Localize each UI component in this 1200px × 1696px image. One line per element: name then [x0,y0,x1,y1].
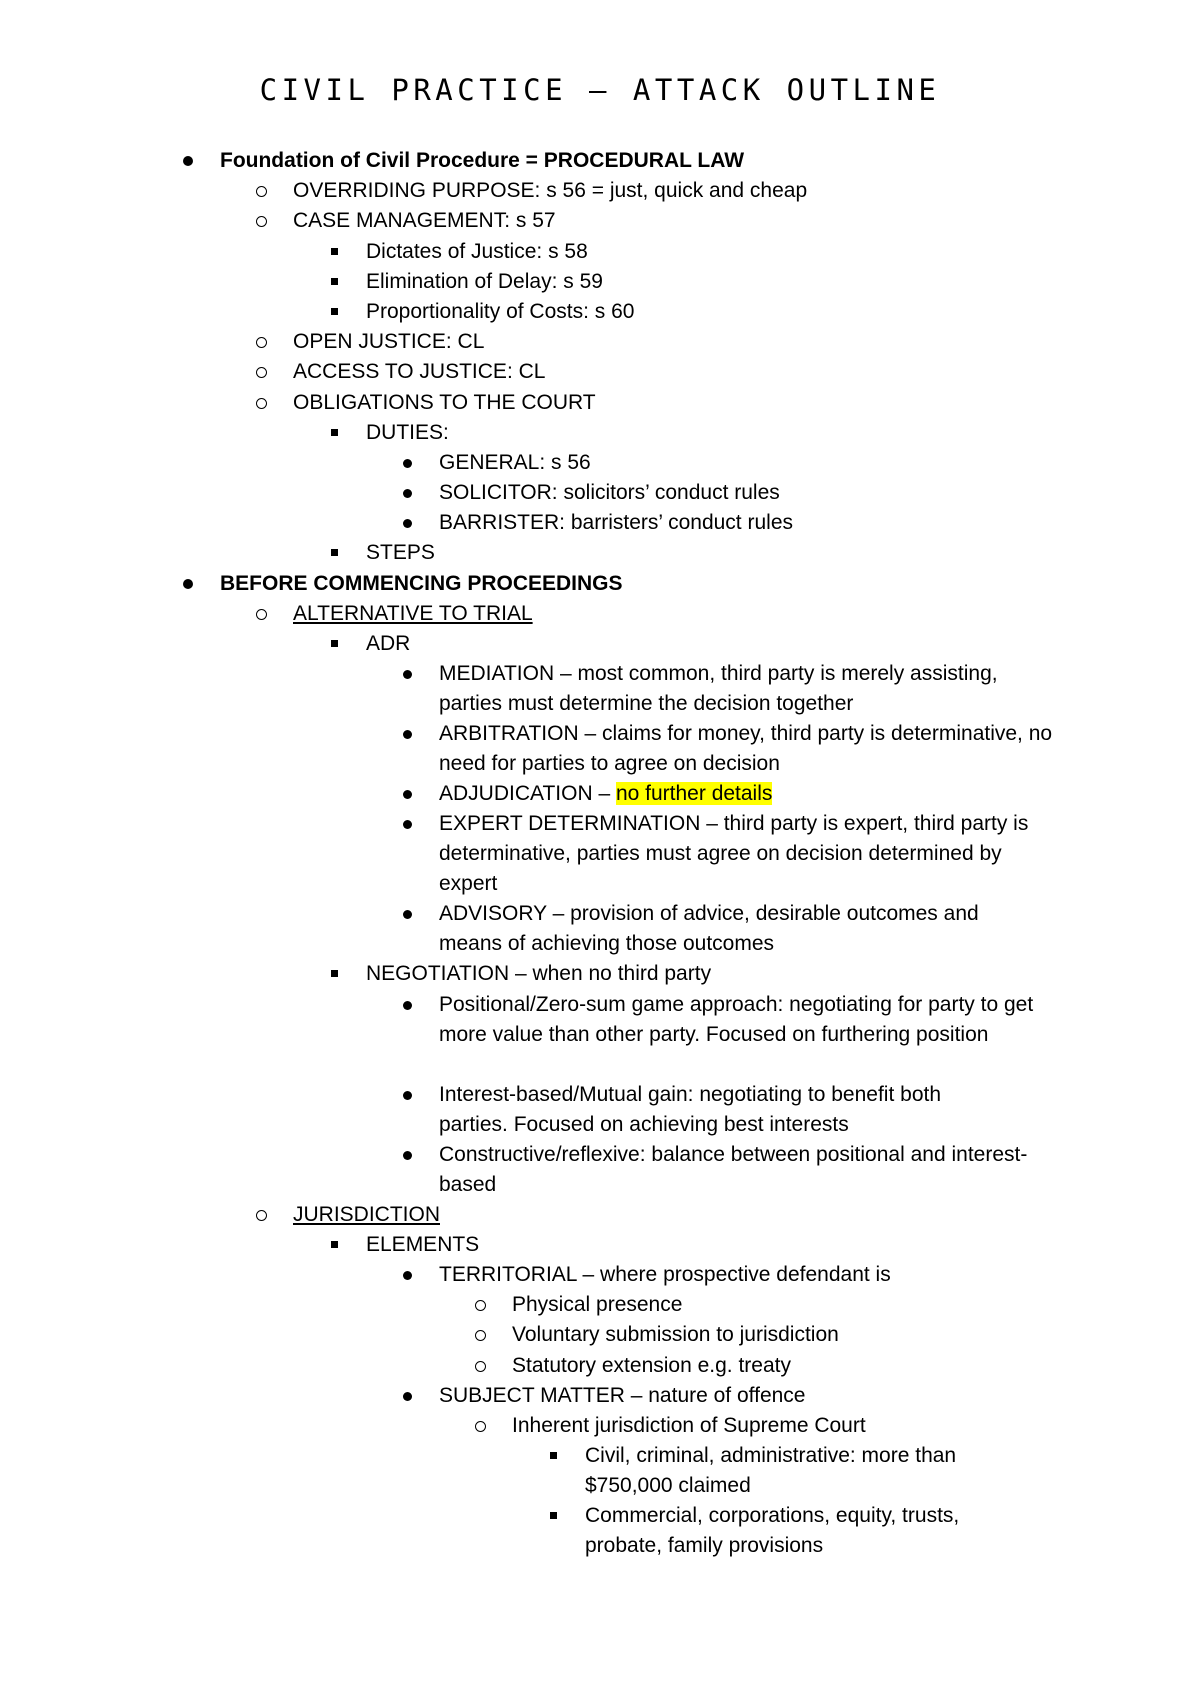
list-item [0,899,1200,959]
list-item [0,146,1200,176]
list-item-text: MEDIATION – most common, third party is merely assisting, parties must determine the decision together [439,662,998,716]
list-item-text: ARBITRATION – claims for money, third party is determinative, no need for parties to agree on decision [439,722,1053,776]
list-item-text: SOLICITOR: solicitors’ conduct rules [439,481,780,505]
highlighted-text: no further details [615,782,773,806]
list-item [0,176,1200,206]
list-item-text: DUTIES: [366,420,449,444]
list-item [0,1441,1200,1501]
list-item-text: ADVISORY – provision of advice, desirable outcomes and means of achieving those outcomes [439,902,979,956]
list-item [0,297,1200,327]
list-item [0,1230,1200,1260]
list-item-text: Dictates of Justice: s 58 [366,239,588,263]
list-item-text: Proportionality of Costs: s 60 [366,299,635,323]
list-item-text: OPEN JUSTICE: CL [293,330,485,354]
list-item-text [439,779,772,809]
list-item [0,719,1200,779]
list-item-text: OBLIGATIONS TO THE COURT [293,390,596,414]
list-item [0,1140,1200,1200]
list-item [0,1351,1200,1381]
list-item-text: Voluntary submission to jurisdiction [512,1323,839,1347]
list-item-text: SUBJECT MATTER – nature of offence [439,1383,806,1407]
list-item-text: ALTERNATIVE TO TRIAL [293,601,533,625]
list-item-text: ADR [366,632,411,655]
list-item [0,659,1200,719]
section-heading-foundation: Foundation of Civil Procedure = PROCEDURAL LAW [220,149,745,172]
list-item [0,357,1200,387]
list-item-text: BARRISTER: barristers’ conduct rules [439,511,793,535]
list-item-text: EXPERT DETERMINATION – third party is expert, third party is determinative, parties must agree on decision determined by expert [439,812,1029,896]
list-item [0,1411,1200,1441]
adjudication-label: ADJUDICATION – [439,782,616,806]
list-item [0,1290,1200,1320]
list-item [0,1260,1200,1290]
list-item [0,478,1200,508]
list-item [0,237,1200,267]
list-item [0,779,1200,809]
list-item-text: Inherent jurisdiction of Supreme Court [512,1413,866,1437]
list-item [0,1381,1200,1411]
list-item-text: NEGOTIATION – when no third party [366,962,712,986]
list-item-text: Statutory extension e.g. treaty [512,1353,791,1377]
section-heading-before-proceedings: BEFORE COMMENCING PROCEEDINGS [220,571,623,595]
list-item-text: CASE MANAGEMENT: s 57 [293,209,556,233]
list-item-text: Elimination of Delay: s 59 [366,269,603,293]
list-item [0,1501,1200,1561]
list-item [0,990,1200,1080]
list-item [0,206,1200,236]
list-item-text: GENERAL: s 56 [439,450,591,474]
list-item [0,959,1200,989]
attack-outline [0,146,1200,1561]
list-item [0,1080,1200,1140]
list-item-text: Positional/Zero-sum game approach: negotiating for party to get more value than other party. Focused on furthering position [439,992,1034,1046]
list-item [0,629,1200,659]
list-item [0,1200,1200,1230]
list-item [0,327,1200,357]
list-item [0,508,1200,538]
list-item-text: Physical presence [512,1293,683,1317]
list-item-text: TERRITORIAL – where prospective defendant is [439,1262,891,1286]
list-item-text: Constructive/reflexive: balance between positional and interest-based [439,1142,1028,1196]
list-item [0,267,1200,297]
list-item-text: ACCESS TO JUSTICE: CL [293,360,546,384]
list-item-text: Civil, criminal, administrative: more than $750,000 claimed [585,1444,957,1498]
list-item-text: STEPS [366,541,435,565]
list-item-text: Commercial, corporations, equity, trusts, probate, family provisions [585,1504,960,1558]
list-item [0,569,1200,599]
list-item [0,418,1200,448]
list-item-text: ELEMENTS [366,1232,480,1256]
list-item [0,1320,1200,1350]
document-title: CIVIL PRACTICE – ATTACK OUTLINE [259,73,941,107]
list-item [0,599,1200,629]
list-item [0,809,1200,899]
list-item [0,448,1200,478]
list-item [0,388,1200,418]
list-item-text: OVERRIDING PURPOSE: s 56 = just, quick and cheap [293,179,808,203]
list-item [0,538,1200,568]
list-item-text: JURISDICTION [293,1202,440,1226]
list-item-text: Interest-based/Mutual gain: negotiating to benefit both parties. Focused on achieving best interests [439,1082,942,1136]
